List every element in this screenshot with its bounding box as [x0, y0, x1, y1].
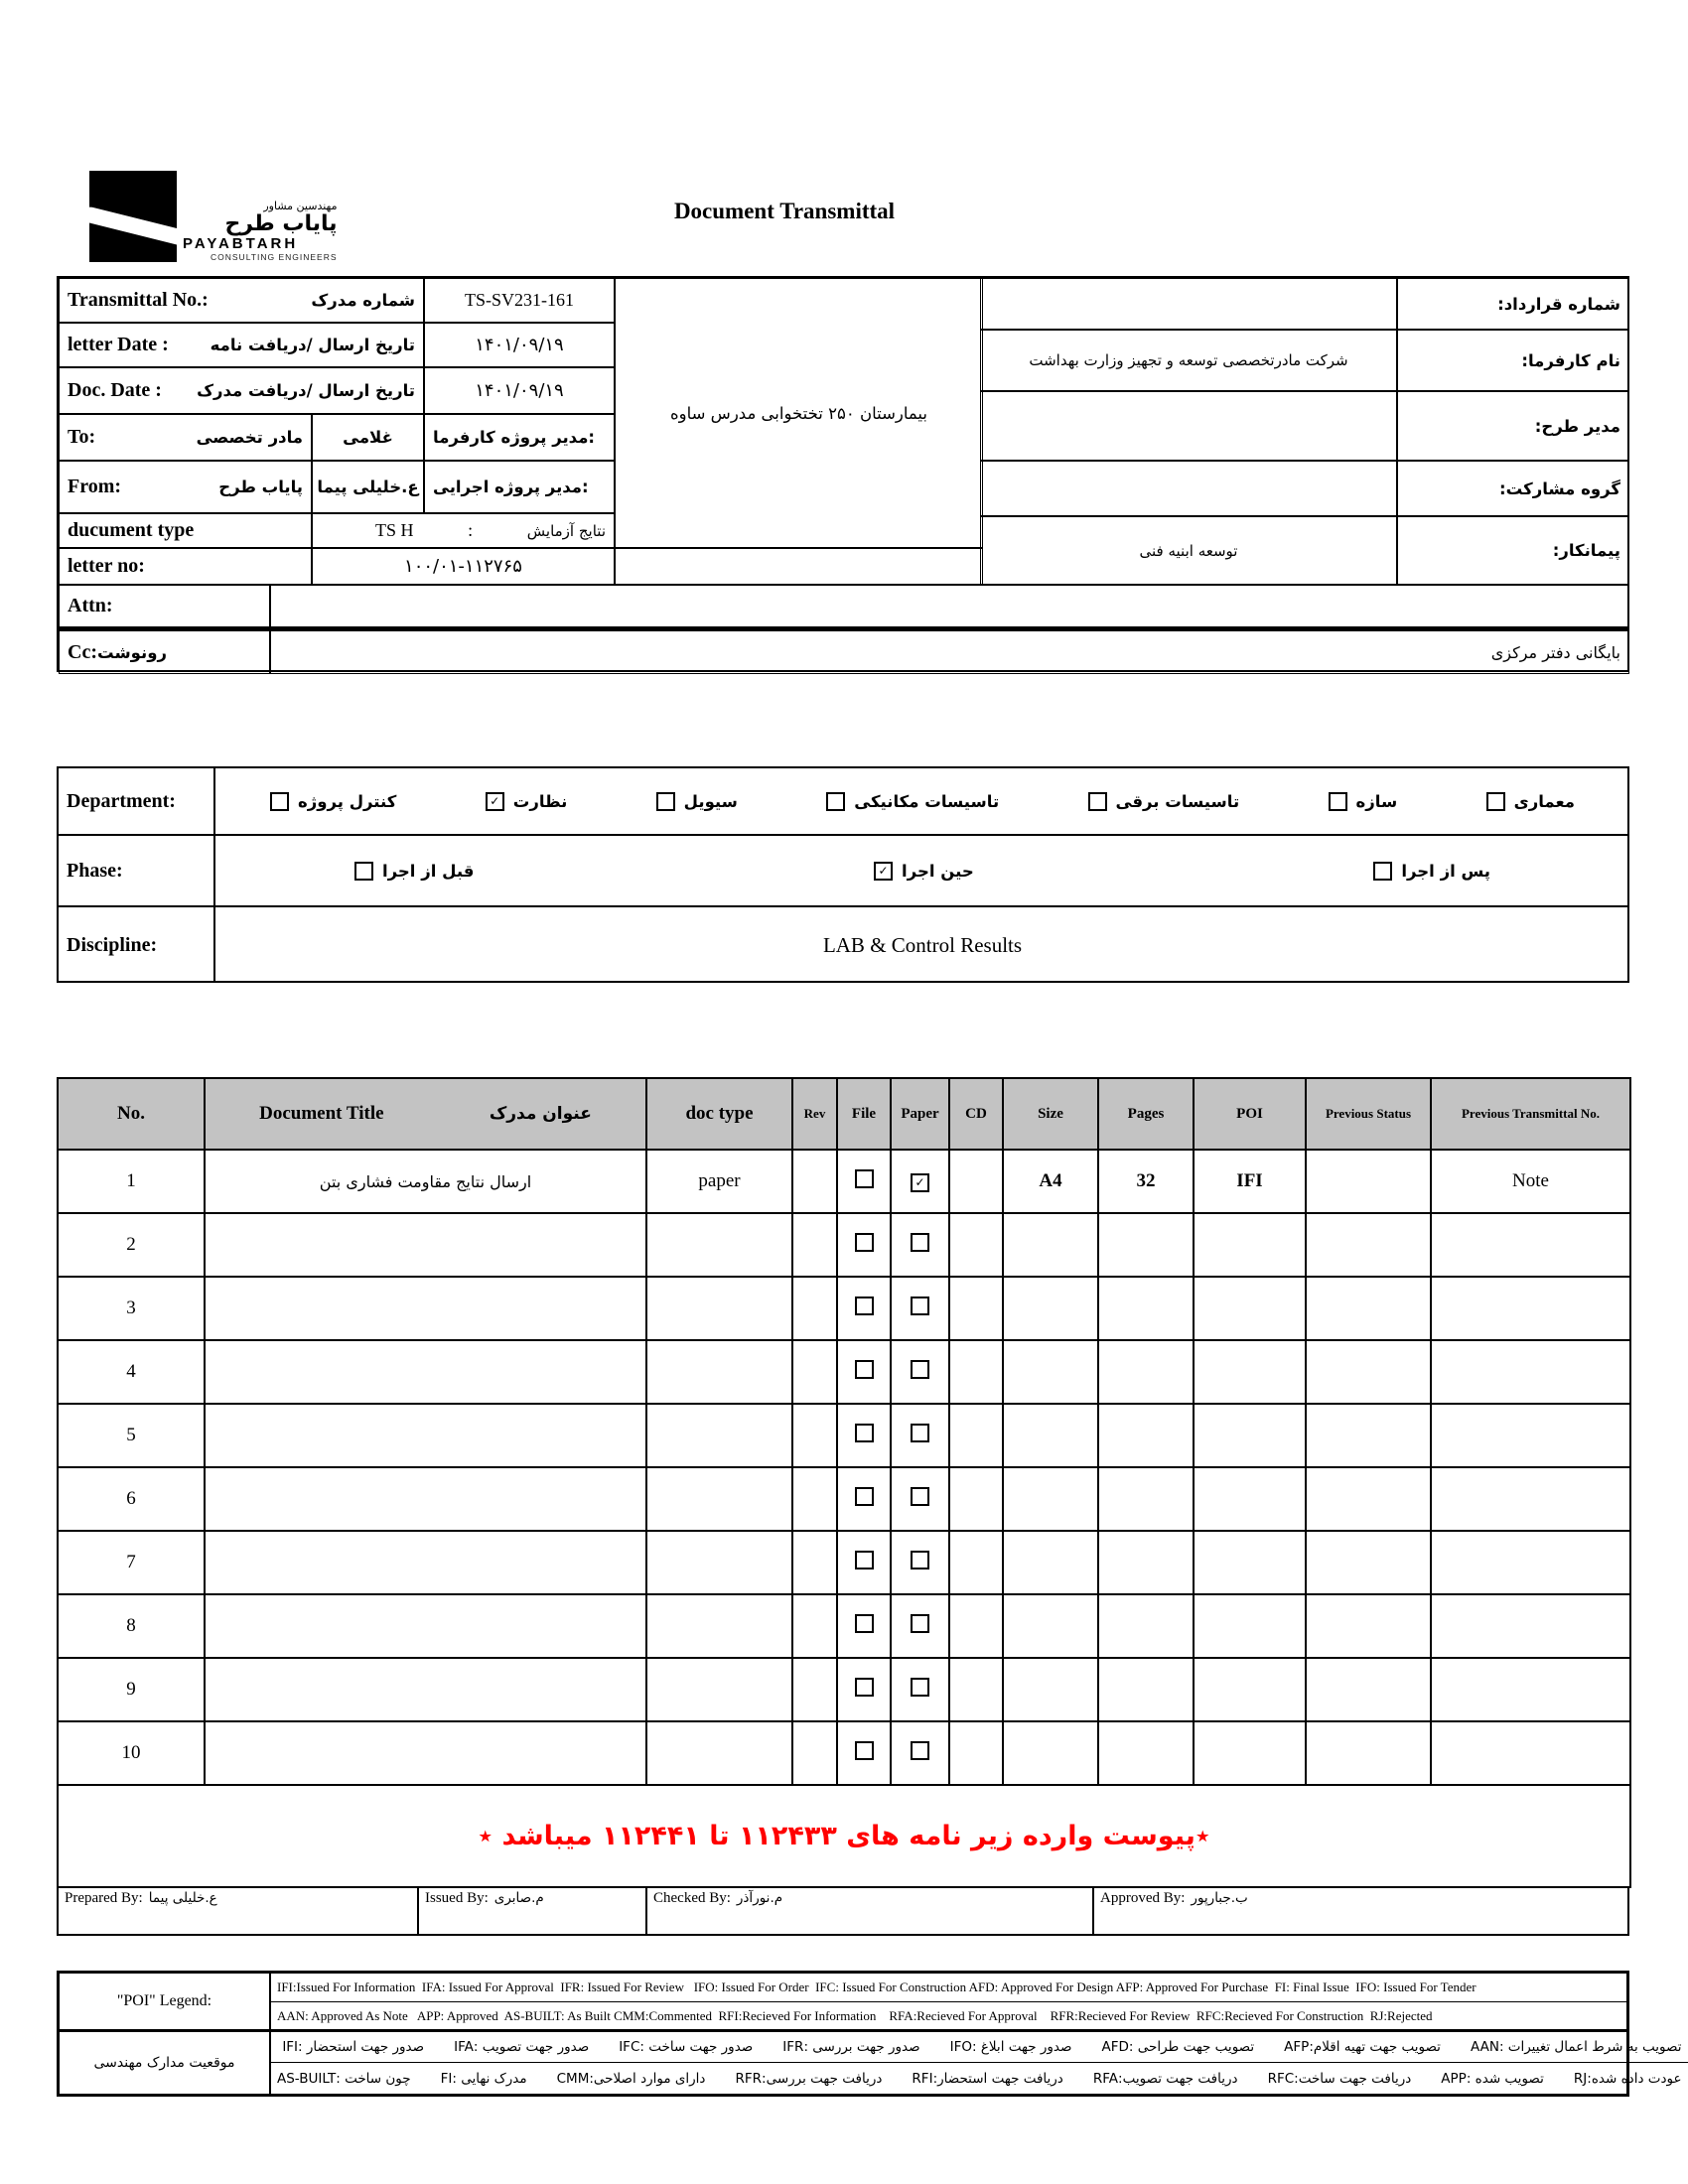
- row-poi: [1194, 1340, 1306, 1404]
- department-row: [59, 768, 1629, 836]
- logo-en-subtitle: CONSULTING ENGINEERS: [211, 252, 338, 262]
- row-doc-type: [646, 1277, 792, 1340]
- row-size: [1003, 1213, 1098, 1277]
- row-doc-type: [646, 1467, 792, 1531]
- letter-no-cell: [59, 548, 312, 585]
- logo-fa-name: پایاب طرح: [224, 210, 338, 236]
- row-rev: [792, 1213, 837, 1277]
- row-file: [837, 1340, 891, 1404]
- department-options: [215, 768, 1629, 834]
- row-rev: [792, 1340, 837, 1404]
- row-file: [837, 1531, 891, 1594]
- company-logo: [89, 171, 338, 262]
- to-org: مادر تخصصی: [196, 428, 303, 447]
- attachment-note: ٭پیوست وارده زیر نامه های ۱۱۲۴۳۳ تا ۱۱۲۴۴۱ میباشد ٭: [478, 1821, 1210, 1851]
- phase-option-label: حین اجرا: [902, 861, 974, 881]
- row-poi: [1194, 1277, 1306, 1340]
- row-prev-transmittal: [1431, 1404, 1630, 1467]
- department-option: [270, 792, 396, 811]
- row-prev-status: [1306, 1277, 1431, 1340]
- jv-value: [980, 461, 1397, 516]
- file-checkbox[interactable]: [855, 1297, 874, 1315]
- department-option-label: معماری: [1513, 791, 1575, 811]
- row-no: 6: [58, 1467, 205, 1531]
- department-checkbox[interactable]: [1329, 792, 1347, 811]
- row-size: [1003, 1277, 1098, 1340]
- approved-by-name: ب.جبارپور: [1191, 1890, 1248, 1906]
- header-size: Size: [1003, 1078, 1098, 1150]
- row-prev-status: [1306, 1721, 1431, 1785]
- letter-date-value: ۱۴۰۱/۰۹/۱۹: [424, 323, 615, 367]
- row-prev-status: [1306, 1150, 1431, 1213]
- logo-fa-subtitle: مهندسین مشاور: [263, 199, 338, 212]
- department-checkbox[interactable]: [656, 792, 675, 811]
- paper-checkbox[interactable]: [911, 1741, 929, 1760]
- table-row: [58, 1721, 1630, 1785]
- row-paper: [891, 1467, 949, 1531]
- row-rev: [792, 1658, 837, 1721]
- phase-options: [215, 836, 1629, 905]
- paper-checkbox[interactable]: [911, 1614, 929, 1633]
- row-doc-type: paper: [646, 1150, 792, 1213]
- row-doc-type: [646, 1213, 792, 1277]
- row-file: [837, 1467, 891, 1531]
- row-pages: [1098, 1340, 1194, 1404]
- row-poi: [1194, 1404, 1306, 1467]
- paper-checkbox[interactable]: [911, 1297, 929, 1315]
- department-checkbox[interactable]: [826, 792, 845, 811]
- row-no: 7: [58, 1531, 205, 1594]
- status-legend-label: موقعیت مدارک مهندسی: [60, 2032, 271, 2094]
- paper-checkbox[interactable]: [911, 1678, 929, 1697]
- phase-row: [59, 836, 1629, 907]
- row-prev-status: [1306, 1467, 1431, 1531]
- row-document-title: ارسال نتایج مقاومت فشاری بتن: [205, 1150, 646, 1213]
- transmittal-info-table: [57, 276, 1629, 672]
- contract-no-value: [980, 278, 1397, 330]
- page-title: Document Transmittal: [673, 199, 896, 223]
- jv-label: گروه مشارکت:: [1397, 461, 1629, 516]
- row-rev: [792, 1467, 837, 1531]
- prepared-by-cell: [59, 1888, 419, 1934]
- phase-label: Phase:: [59, 836, 215, 905]
- department-option-label: سیویل: [683, 791, 738, 811]
- prepared-by-name: ع.خلیلی پیما: [148, 1890, 217, 1906]
- row-poi: [1194, 1658, 1306, 1721]
- checked-by-cell: [647, 1888, 1094, 1934]
- row-no: 8: [58, 1594, 205, 1658]
- row-file: [837, 1594, 891, 1658]
- phase-checkbox[interactable]: [1373, 862, 1392, 881]
- row-document-title: [205, 1277, 646, 1340]
- phase-option: [1373, 862, 1490, 881]
- header-cd: CD: [949, 1078, 1003, 1150]
- attachment-note-row: [58, 1785, 1630, 1887]
- discipline-label: Discipline:: [59, 907, 215, 983]
- phase-option-label: قبل از اجرا: [382, 861, 475, 881]
- phase-option-label: پس از اجرا: [1401, 861, 1490, 881]
- row-prev-status: [1306, 1404, 1431, 1467]
- department-option: [656, 792, 738, 811]
- row-poi: [1194, 1467, 1306, 1531]
- row-pages: [1098, 1277, 1194, 1340]
- doc-date-cell: [59, 367, 424, 414]
- row-pages: [1098, 1594, 1194, 1658]
- discipline-value: LAB & Control Results: [822, 932, 1023, 957]
- department-option-label: تاسیسات مکانیکی: [854, 791, 1000, 811]
- legend-en-line1: IFI:Issued For Information IFA: Issued For Approval IFR: Issued For Review IFO: Issued For Order IFC: Issued For Construction AFD: Approved For Design AFP: Approved For Purchase FI: Final Issue IFO: Issued For Tender: [277, 1979, 1477, 1994]
- row-rev: [792, 1277, 837, 1340]
- from-person: ع.خلیلی پیما: [312, 461, 424, 513]
- row-size: [1003, 1531, 1098, 1594]
- row-paper: [891, 1721, 949, 1785]
- department-option: [1486, 792, 1575, 811]
- row-rev: [792, 1150, 837, 1213]
- row-prev-transmittal: [1431, 1340, 1630, 1404]
- row-prev-transmittal: [1431, 1277, 1630, 1340]
- transmittal-no-label-fa: شماره مدرک: [311, 291, 415, 310]
- logo-mark-icon: [89, 171, 177, 262]
- department-checkbox[interactable]: [1088, 792, 1107, 811]
- row-pages: [1098, 1213, 1194, 1277]
- row-no: 2: [58, 1213, 205, 1277]
- header-poi: POI: [1194, 1078, 1306, 1150]
- row-pages: [1098, 1467, 1194, 1531]
- doc-date-label-en: Doc. Date :: [68, 379, 162, 401]
- contractor-value: توسعه ابنیه فنی: [980, 516, 1397, 585]
- row-pages: 32: [1098, 1150, 1194, 1213]
- paper-checkbox[interactable]: [911, 1424, 929, 1442]
- row-prev-status: [1306, 1594, 1431, 1658]
- header-paper: Paper: [891, 1078, 949, 1150]
- row-cd: [949, 1213, 1003, 1277]
- header-rev: Rev: [792, 1078, 837, 1150]
- table-header-row: [58, 1078, 1630, 1150]
- checked-by-label: Checked By:: [653, 1890, 731, 1906]
- row-no: 9: [58, 1658, 205, 1721]
- row-paper: [891, 1340, 949, 1404]
- row-file: [837, 1213, 891, 1277]
- letter-no-value: ۱۰۰/۰۱-۱۱۲۷۶۵: [312, 548, 615, 585]
- row-document-title: [205, 1658, 646, 1721]
- department-option: [486, 792, 568, 811]
- approved-by-label: Approved By:: [1100, 1890, 1186, 1906]
- row-size: [1003, 1467, 1098, 1531]
- row-poi: [1194, 1594, 1306, 1658]
- row-doc-type: [646, 1531, 792, 1594]
- table-row: [58, 1277, 1630, 1340]
- row-no: 4: [58, 1340, 205, 1404]
- row-doc-type: [646, 1594, 792, 1658]
- row-prev-transmittal: [1431, 1594, 1630, 1658]
- row-cd: [949, 1531, 1003, 1594]
- to-label: To:: [68, 426, 96, 448]
- table-row: [58, 1467, 1630, 1531]
- doc-type-fa: نتایج آزمایش: [526, 521, 606, 540]
- row-poi: [1194, 1531, 1306, 1594]
- client-label: نام کارفرما:: [1397, 330, 1629, 391]
- row-rev: [792, 1594, 837, 1658]
- table-row: [58, 1594, 1630, 1658]
- row-size: [1003, 1594, 1098, 1658]
- phase-option: [874, 862, 974, 881]
- document-list-table: [57, 1077, 1629, 1888]
- header-prev-transmittal: Previous Transmittal No.: [1431, 1078, 1630, 1150]
- table-row: [58, 1658, 1630, 1721]
- row-no: 5: [58, 1404, 205, 1467]
- client-value: شرکت مادرتخصصی توسعه و تجهیز وزارت بهداشت: [980, 330, 1397, 391]
- issued-by-label: Issued By:: [425, 1890, 489, 1906]
- row-pages: [1098, 1531, 1194, 1594]
- cc-label-en: Cc:: [68, 640, 97, 663]
- file-checkbox[interactable]: [855, 1678, 874, 1697]
- row-cd: [949, 1467, 1003, 1531]
- department-option: [1088, 792, 1240, 811]
- row-prev-status: [1306, 1531, 1431, 1594]
- row-size: [1003, 1340, 1098, 1404]
- header-title: Document Title عنوان مدرک: [205, 1078, 646, 1150]
- row-cd: [949, 1150, 1003, 1213]
- row-prev-status: [1306, 1213, 1431, 1277]
- contractor-label: پیمانکار:: [1397, 516, 1629, 585]
- row-prev-transmittal: [1431, 1531, 1630, 1594]
- header-prev-status: Previous Status: [1306, 1078, 1431, 1150]
- poi-legend-label: "POI" Legend:: [60, 1974, 271, 2029]
- row-paper: [891, 1150, 949, 1213]
- row-paper: [891, 1594, 949, 1658]
- prepared-by-label: Prepared By:: [65, 1890, 143, 1906]
- table-row: [58, 1531, 1630, 1594]
- design-manager-label: مدیر طرح:: [1397, 391, 1629, 461]
- signature-row: [57, 1886, 1629, 1936]
- row-paper: [891, 1658, 949, 1721]
- row-prev-transmittal: [1431, 1658, 1630, 1721]
- row-no: 10: [58, 1721, 205, 1785]
- row-file: [837, 1277, 891, 1340]
- department-option-label: نظارت: [512, 791, 568, 811]
- department-option: [1329, 792, 1398, 811]
- cc-value: بایگانی دفتر مرکزی: [270, 627, 1629, 674]
- phase-checkbox[interactable]: [354, 862, 373, 881]
- row-paper: [891, 1277, 949, 1340]
- letter-date-label-fa: تاریخ ارسال /دریافت نامه: [210, 336, 415, 354]
- phase-option: [354, 862, 474, 881]
- row-document-title: [205, 1531, 646, 1594]
- row-doc-type: [646, 1404, 792, 1467]
- from-label: From:: [68, 476, 122, 497]
- executive-pm-label: مدیر پروژه اجرایی:: [424, 461, 615, 513]
- row-no: 3: [58, 1277, 205, 1340]
- header-pages: Pages: [1098, 1078, 1194, 1150]
- row-prev-transmittal: [1431, 1467, 1630, 1531]
- table-row: [58, 1340, 1630, 1404]
- row-no: 1: [58, 1150, 205, 1213]
- row-pages: [1098, 1404, 1194, 1467]
- row-file: [837, 1658, 891, 1721]
- table-row: [58, 1213, 1630, 1277]
- row-paper: [891, 1213, 949, 1277]
- attn-value: [270, 585, 1629, 627]
- row-poi: IFI: [1194, 1150, 1306, 1213]
- department-checkbox[interactable]: [1486, 792, 1505, 811]
- row-document-title: [205, 1404, 646, 1467]
- row-cd: [949, 1658, 1003, 1721]
- from-cell: [59, 461, 312, 513]
- from-org: پایاب طرح: [218, 478, 303, 496]
- row-document-title: [205, 1721, 646, 1785]
- row-cd: [949, 1404, 1003, 1467]
- doc-type-label: ducument type: [68, 519, 195, 541]
- department-checkbox[interactable]: [270, 792, 289, 811]
- paper-checkbox[interactable]: [911, 1487, 929, 1506]
- file-checkbox[interactable]: [855, 1487, 874, 1506]
- row-size: [1003, 1404, 1098, 1467]
- department-label: Department:: [59, 768, 215, 834]
- paper-checkbox[interactable]: [911, 1360, 929, 1379]
- transmittal-no-cell: [59, 278, 424, 323]
- checked-by-name: م.نورآذر: [736, 1890, 783, 1906]
- row-document-title: [205, 1213, 646, 1277]
- row-file: [837, 1721, 891, 1785]
- row-doc-type: [646, 1340, 792, 1404]
- design-manager-value: [980, 391, 1397, 461]
- row-poi: [1194, 1213, 1306, 1277]
- cc-label-fa: رونوشت: [96, 642, 167, 662]
- poi-legend-table: [57, 1971, 1682, 2097]
- cc-label: [59, 627, 270, 674]
- row-poi: [1194, 1721, 1306, 1785]
- department-checkbox[interactable]: [486, 792, 504, 811]
- department-option: [826, 792, 999, 811]
- file-checkbox[interactable]: [855, 1169, 874, 1188]
- doc-date-value: ۱۴۰۱/۰۹/۱۹: [424, 367, 615, 414]
- approved-by-cell: [1094, 1888, 1627, 1934]
- row-rev: [792, 1531, 837, 1594]
- row-pages: [1098, 1721, 1194, 1785]
- row-rev: [792, 1721, 837, 1785]
- row-prev-transmittal: [1431, 1213, 1630, 1277]
- header-doc-type: doc type: [646, 1078, 792, 1150]
- row-rev: [792, 1404, 837, 1467]
- empty-cell: [615, 548, 983, 585]
- doc-date-label-fa: تاریخ ارسال /دریافت مدرک: [197, 381, 415, 400]
- legend-fa-line2: عودت داده شده:RJ تصویب شده :APP دریافت جهت ساخت:RFC دریافت جهت تصویب:RFA دریافت جهت استحضار:RFI دریافت جهت بررسی:RFR دارای موارد اصلاحی:CMM مدرک نهایی :FI چون ساخت :AS-BUILT: [277, 2070, 1682, 2087]
- row-size: [1003, 1658, 1098, 1721]
- table-row: [58, 1150, 1630, 1213]
- header-no: No.: [58, 1078, 205, 1150]
- file-checkbox[interactable]: [855, 1360, 874, 1379]
- row-size: [1003, 1721, 1098, 1785]
- row-pages: [1098, 1658, 1194, 1721]
- legend-fa-line1: تصویب به شرط اعمال تغییرات :AAN تصویب جهت تهیه اقلام:AFP تصویب جهت طراحی :AFD صدور جهت ابلاغ :IFO صدور جهت بررسی :IFR صدور جهت ساخت :IFC صدور جهت تصویب :IFA صدور جهت استحضار :IFI: [282, 2039, 1682, 2055]
- row-file: [837, 1404, 891, 1467]
- to-person: غلامی: [312, 414, 424, 461]
- attn-label: Attn:: [59, 585, 270, 627]
- department-option-label: سازه: [1355, 791, 1398, 811]
- paper-checkbox[interactable]: [911, 1233, 929, 1252]
- file-checkbox[interactable]: [855, 1551, 874, 1570]
- row-file: [837, 1150, 891, 1213]
- transmittal-no-value: TS-SV231-161: [424, 278, 615, 323]
- project-name-cell: بیمارستان ۲۵۰ تختخوابی مدرس ساوه: [615, 278, 983, 548]
- table-row: [58, 1404, 1630, 1467]
- row-paper: [891, 1404, 949, 1467]
- paper-checkbox[interactable]: [911, 1173, 929, 1192]
- row-prev-transmittal: [1431, 1721, 1630, 1785]
- row-cd: [949, 1340, 1003, 1404]
- doc-type-code: TS H: [375, 520, 414, 540]
- to-cell: [59, 414, 312, 461]
- row-size: A4: [1003, 1150, 1098, 1213]
- department-option-label: تاسیسات برقی: [1115, 791, 1240, 811]
- paper-checkbox[interactable]: [911, 1551, 929, 1570]
- legend-en-line2: AAN: Approved As Note APP: Approved AS-BUILT: As Built CMM:Commented RFI:Recieved For Information RFA:Recieved For Approval RFR:Recieved For Review RFC:Recieved For Construction RJ:Rejected: [277, 2007, 1433, 2023]
- phase-checkbox[interactable]: [874, 862, 893, 881]
- issued-by-name: م.صابری: [493, 1890, 544, 1906]
- row-prev-status: [1306, 1658, 1431, 1721]
- row-prev-transmittal: Note: [1431, 1150, 1630, 1213]
- logo-en-name: PAYABTARH: [183, 235, 299, 252]
- file-checkbox[interactable]: [855, 1614, 874, 1633]
- row-document-title: [205, 1340, 646, 1404]
- letter-date-cell: [59, 323, 424, 367]
- row-cd: [949, 1721, 1003, 1785]
- contract-no-label: شماره قرارداد:: [1397, 278, 1629, 330]
- letter-no-label: letter no:: [68, 555, 145, 577]
- transmittal-no-label-en: Transmittal No.:: [68, 289, 209, 311]
- doc-type-value: TS H : نتایج آزمایش: [312, 513, 615, 548]
- row-document-title: [205, 1594, 646, 1658]
- file-checkbox[interactable]: [855, 1741, 874, 1760]
- file-checkbox[interactable]: [855, 1233, 874, 1252]
- row-doc-type: [646, 1658, 792, 1721]
- client-pm-label: مدیر پروژه کارفرما:: [424, 414, 615, 461]
- file-checkbox[interactable]: [855, 1424, 874, 1442]
- row-document-title: [205, 1467, 646, 1531]
- row-paper: [891, 1531, 949, 1594]
- doc-type-cell: [59, 513, 312, 548]
- classification-table: [57, 766, 1629, 983]
- row-cd: [949, 1277, 1003, 1340]
- row-cd: [949, 1594, 1003, 1658]
- discipline-row: [59, 907, 1629, 983]
- letter-date-label-en: letter Date :: [68, 334, 169, 355]
- row-prev-status: [1306, 1340, 1431, 1404]
- header-file: File: [837, 1078, 891, 1150]
- department-option-label: کنترل پروژه: [298, 791, 397, 811]
- issued-by-cell: [419, 1888, 647, 1934]
- row-doc-type: [646, 1721, 792, 1785]
